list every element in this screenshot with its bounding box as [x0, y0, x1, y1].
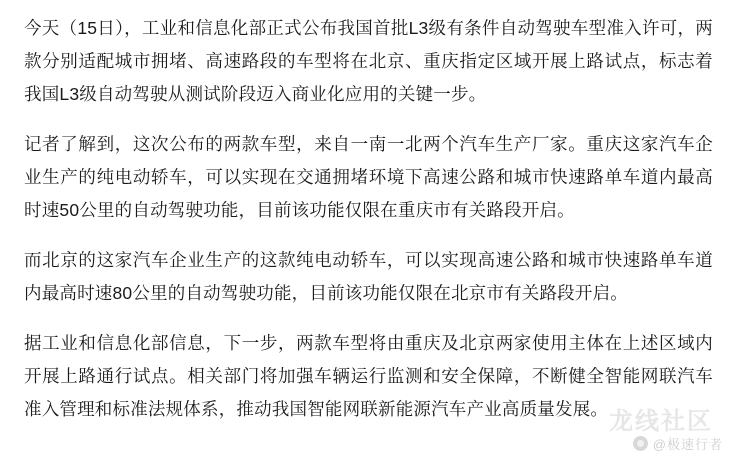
article-paragraph: 据工业和信息化部信息，下一步，两款车型将由重庆及北京两家使用主体在上述区域内开展上路通行试点。相关部门将加强车辆运行监测和安全保障，不断健全智能网联汽车准入管理和标准法规体系，推动我国智能网联新能源汽车产业高质量发展。 [24, 333, 713, 419]
watermark-secondary [633, 434, 723, 453]
article-paragraph: 今天（15日），工业和信息化部正式公布我国首批L3级有条件自动驾驶车型准入许可，两款分别适配城市拥堵、高速路段的车型将在北京、重庆指定区域开展上路试点，标志着我国L3级自动驾驶从测试阶段迈入商业化应用的关键一步。 [24, 18, 713, 104]
article-paragraph: 记者了解到，这次公布的两款车型，来自一南一北两个汽车生产厂家。重庆这家汽车企业生产的纯电动轿车，可以实现在交通拥堵环境下高速公路和城市快速路单车道内最高时速50公里的自动驾驶功能，目前该功能仅限在重庆市有关路段开启。 [24, 134, 713, 220]
watermark-secondary-label: @极速行者 [652, 437, 723, 452]
circle-logo-icon [633, 436, 648, 451]
watermark-primary: 龙线社区 [609, 408, 713, 435]
article-paragraph: 而北京的这家汽车企业生产的这款纯电动轿车，可以实现高速公路和城市快速路单车道内最高时速80公里的自动驾驶功能，目前该功能仅限在北京市有关路段开启。 [24, 250, 713, 303]
